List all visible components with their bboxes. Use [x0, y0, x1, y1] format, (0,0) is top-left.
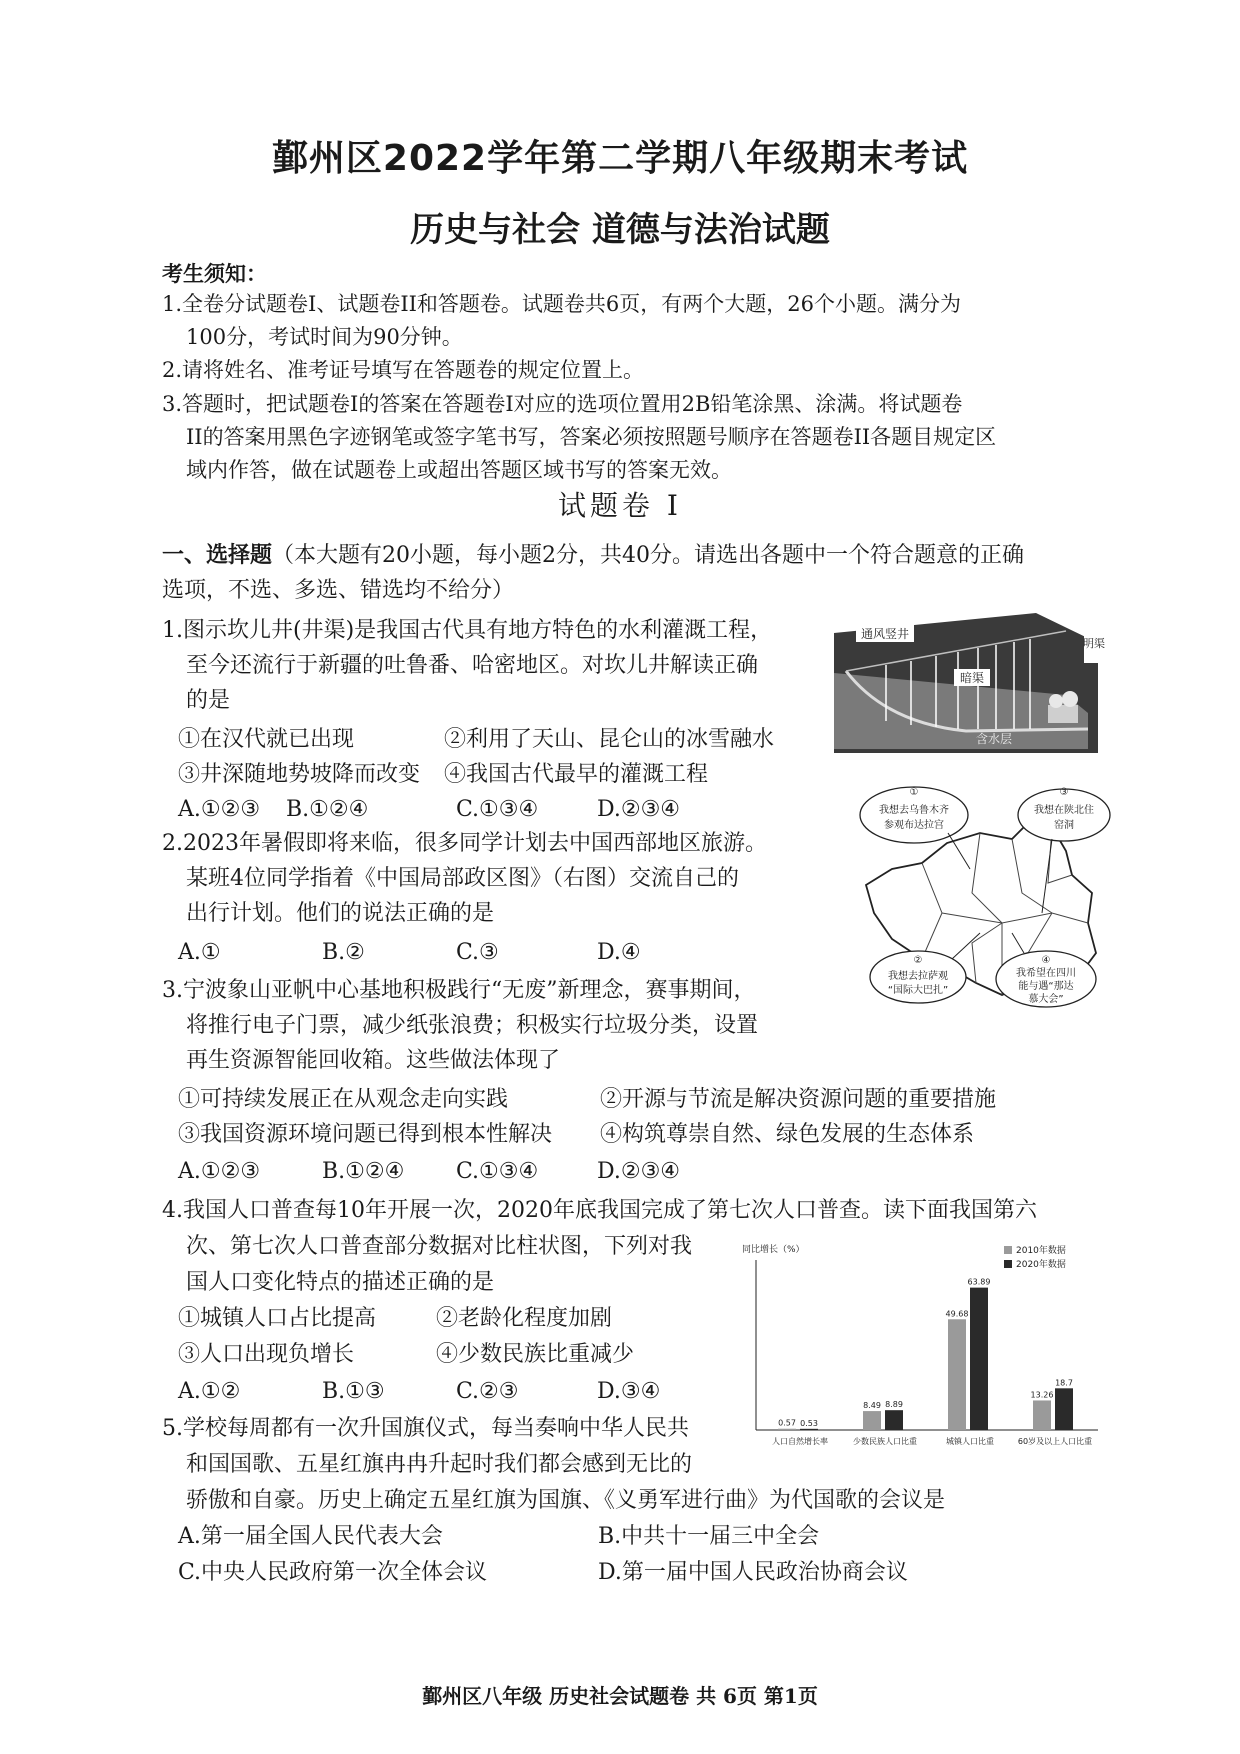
- q4-stem-2: 次、第七次人口普查部分数据对比柱状图，下列对我: [186, 1234, 693, 1259]
- q1-statement-1: ①在汉代就已出现: [178, 727, 355, 752]
- q3-stem-1: 3.宁波象山亚帆中心基地积极践行“无废”新理念，赛事期间，: [162, 978, 756, 1003]
- legend-swatch-2010: [1004, 1246, 1012, 1254]
- chart-ylabel: 同比增长（%）: [742, 1245, 805, 1255]
- q4-statement-2: ②老龄化程度加剧: [436, 1306, 613, 1331]
- karez-aquifer-label: 含水层: [975, 732, 1013, 746]
- q4-option-a[interactable]: A.①②: [178, 1379, 241, 1404]
- section-title: 试题卷 I: [558, 489, 682, 522]
- q1-option-c[interactable]: C.①③④: [456, 797, 539, 822]
- q3-option-c[interactable]: C.①③④: [456, 1159, 539, 1184]
- bar-2010-1: [863, 1411, 881, 1430]
- q1-option-a[interactable]: A.①②③: [178, 797, 261, 822]
- bubble-4-number: ④: [1041, 955, 1051, 966]
- section-intro-line2: 选项，不选、多选、错选均不给分）: [162, 578, 515, 603]
- q3-statement-2: ②开源与节流是解决资源问题的重要措施: [600, 1087, 997, 1112]
- section-intro-text: （本大题有20小题，每小题2分，共40分。请选出各题中一个符合题意的正确: [272, 543, 1025, 568]
- bubble-4-line2: 能与遇“那达: [1018, 981, 1074, 992]
- karez-dark-channel-label: 暗渠: [959, 671, 985, 685]
- q5-stem-1: 5.学校每周都有一次升国旗仪式，每当奏响中华人民共: [162, 1416, 689, 1441]
- q1-stem-3: 的是: [186, 688, 231, 713]
- category-label-2: 城镇人口比重: [946, 1437, 994, 1446]
- exam-subtitle: 历史与社会 道德与法治试题: [410, 210, 830, 250]
- q5-stem-3: 骄傲和自豪。历史上确定五星红旗为国旗、《义勇军进行曲》为代国歌的会议是: [186, 1488, 946, 1513]
- q4-option-d[interactable]: D.③④: [597, 1379, 661, 1404]
- q5-option-b[interactable]: B.中共十一届三中全会: [598, 1524, 820, 1549]
- bar-value-label-2010-0: 0.57: [778, 1418, 796, 1428]
- bar-2010-3: [1033, 1400, 1051, 1430]
- q5-option-c[interactable]: C.中央人民政府第一次全体会议: [178, 1560, 488, 1585]
- q1-option-b[interactable]: B.①②④: [286, 797, 369, 822]
- q3-option-b[interactable]: B.①②④: [322, 1159, 405, 1184]
- q4-stem-3: 国人口变化特点的描述正确的是: [186, 1270, 495, 1295]
- q5-stem-2: 和国国歌、五星红旗冉冉升起时我们都会感到无比的: [186, 1452, 693, 1477]
- q5-option-d[interactable]: D.第一届中国人民政治协商会议: [598, 1560, 908, 1585]
- q2-option-c[interactable]: C.③: [456, 940, 499, 965]
- note-1b: 100分，考试时间为90分钟。: [186, 325, 463, 349]
- bubble-2-line1: 我想去拉萨观: [888, 971, 948, 982]
- karez-shaft-label: 通风竖井: [860, 627, 910, 641]
- q4-statement-4: ④少数民族比重减少: [436, 1342, 635, 1367]
- population-census-chart: [736, 1238, 1106, 1456]
- note-3c: 域内作答，做在试题卷上或超出答题区域书写的答案无效。: [186, 458, 732, 482]
- q1-statement-4: ④我国古代最早的灌溉工程: [444, 762, 709, 787]
- q1-stem-1: 1.图示坎儿井(井渠)是我国古代具有地方特色的水利灌溉工程，: [162, 618, 773, 643]
- legend-label-2020: 2020年数据: [1016, 1260, 1066, 1270]
- bar-value-label-2010-2: 49.68: [945, 1309, 969, 1319]
- note-2: 2.请将姓名、准考证号填写在答题卷的规定位置上。: [162, 358, 645, 382]
- section-label: 一、选择题: [162, 542, 273, 568]
- q3-stem-2: 将推行电子门票，减少纸张浪费；积极实行垃圾分类，设置: [186, 1013, 759, 1038]
- q4-option-b[interactable]: B.①③: [322, 1379, 385, 1404]
- q4-option-c[interactable]: C.②③: [456, 1379, 519, 1404]
- note-3a: 3.答题时，把试题卷I的答案在答题卷I对应的选项位置用2B铅笔涂黑、涂满。将试题卷: [162, 392, 963, 416]
- q3-stem-3: 再生资源智能回收箱。这些做法体现了: [186, 1048, 561, 1073]
- note-3b: II的答案用黑色字迹钢笔或签字笔书写，答案必须按照题号顺序在答题卷II各题目规定区: [186, 425, 997, 449]
- q2-stem-2: 某班4位同学指着《中国局部政区图》（右图）交流自己的: [186, 866, 739, 891]
- bar-2010-2: [948, 1319, 966, 1430]
- q5-option-a[interactable]: A.第一届全国人民代表大会: [178, 1524, 443, 1549]
- page-footer: 鄞州区八年级 历史社会试题卷 共 6页 第1页: [422, 1684, 818, 1708]
- q4-statement-1: ①城镇人口占比提高: [178, 1306, 377, 1331]
- bar-value-label-2020-0: 0.53: [800, 1418, 818, 1428]
- note-1a: 1.全卷分试题卷I、试题卷II和答题卷。试题卷共6页，有两个大题，26个小题。满分为: [162, 292, 962, 316]
- legend-label-2010: 2010年数据: [1016, 1246, 1066, 1256]
- karez-diagram: [826, 603, 1108, 767]
- bar-value-label-2020-3: 18.7: [1055, 1378, 1073, 1388]
- q1-statement-3: ③井深随地势坡降而改变: [178, 762, 421, 787]
- q1-option-d[interactable]: D.②③④: [597, 797, 681, 822]
- q3-statement-4: ④构筑尊崇自然、绿色发展的生态体系: [600, 1122, 975, 1147]
- bubble-3-line2: 窑洞: [1054, 820, 1074, 831]
- bubble-1-line1: 我想去乌鲁木齐: [879, 805, 949, 816]
- q2-option-a[interactable]: A.①: [178, 940, 221, 965]
- bubble-2-number: ②: [913, 955, 923, 966]
- q2-option-b[interactable]: B.②: [322, 940, 365, 965]
- bar-value-label-2020-1: 8.89: [885, 1400, 903, 1410]
- category-label-1: 少数民族人口比重: [853, 1437, 917, 1446]
- bubble-1-line2: 参观布达拉宫: [884, 820, 944, 831]
- exam-title: 鄞州区2022学年第二学期八年级期末考试: [271, 138, 969, 179]
- china-map-figure: [852, 773, 1114, 1011]
- bar-value-label-2010-1: 8.49: [863, 1401, 881, 1411]
- bubble-1-number: ①: [909, 787, 919, 798]
- bubble-4-line1: 我希望在四川: [1016, 968, 1076, 979]
- bar-2020-0: [800, 1429, 818, 1430]
- karez-open-channel-label: 明渠: [1083, 637, 1105, 650]
- bar-value-label-2010-3: 13.26: [1030, 1390, 1054, 1400]
- notes-heading: 考生须知：: [162, 261, 267, 286]
- q3-option-a[interactable]: A.①②③: [178, 1159, 261, 1184]
- bubble-2-line2: “国际大巴扎”: [887, 985, 949, 996]
- q4-stem-1: 4.我国人口普查每10年开展一次，2020年底我国完成了第七次人口普查。读下面我国第六: [162, 1198, 1037, 1223]
- bar-value-label-2020-2: 63.89: [967, 1277, 991, 1287]
- bubble-3-line1: 我想在陕北住: [1034, 805, 1094, 816]
- section-intro-line1: [162, 538, 1024, 573]
- bar-2020-3: [1055, 1388, 1073, 1430]
- q2-stem-1: 2.2023年暑假即将来临，很多同学计划去中国西部地区旅游。: [162, 831, 767, 856]
- q3-statement-1: ①可持续发展正在从观念走向实践: [178, 1087, 509, 1112]
- q1-statement-2: ②利用了天山、昆仑山的冰雪融水: [444, 727, 775, 752]
- q1-stem-2: 至今还流行于新疆的吐鲁番、哈密地区。对坎儿井解读正确: [186, 653, 759, 678]
- bubble-3-number: ③: [1059, 787, 1069, 798]
- bar-2010-0: [778, 1429, 796, 1430]
- bubble-4-line3: 慕大会”: [1028, 994, 1064, 1005]
- bar-2020-1: [885, 1410, 903, 1430]
- category-label-0: 人口自然增长率: [772, 1437, 828, 1446]
- q2-option-d[interactable]: D.④: [597, 940, 641, 965]
- category-label-3: 60岁及以上人口比重: [1017, 1437, 1093, 1446]
- q2-stem-3: 出行计划。他们的说法正确的是: [186, 901, 495, 926]
- q3-option-d[interactable]: D.②③④: [597, 1159, 681, 1184]
- legend-swatch-2020: [1004, 1260, 1012, 1268]
- q4-statement-3: ③人口出现负增长: [178, 1342, 355, 1367]
- bar-2020-2: [970, 1288, 988, 1430]
- q3-statement-3: ③我国资源环境问题已得到根本性解决: [178, 1122, 553, 1147]
